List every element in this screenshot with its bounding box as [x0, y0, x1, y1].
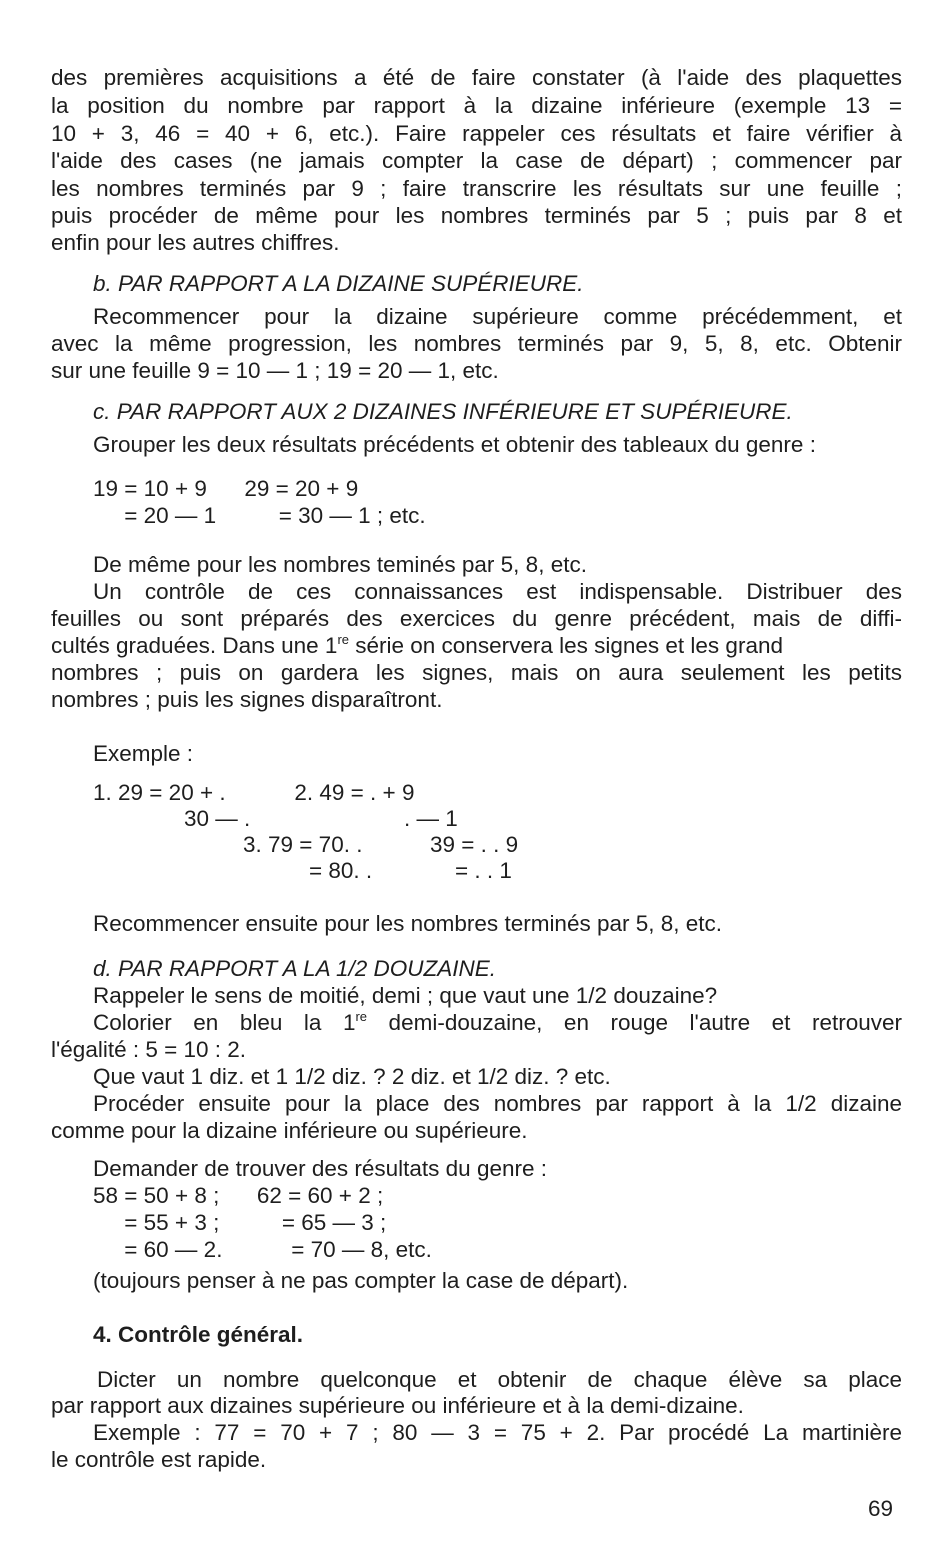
para-4-line-3: Exemple : 77 = 70 + 7 ; 80 — 3 = 75 + 2. Par procédé La martinière: [93, 1420, 902, 1445]
para-d-line-2: Colorier en bleu la 1re demi-douzaine, en rouge l'autre et retrouver: [93, 1009, 902, 1035]
para1-line-3: 10 + 3, 46 = 40 + 6, etc.). Faire rappeler ces résultats et faire vérifier à: [51, 121, 902, 146]
example-row-4a: = 80. .: [309, 858, 373, 883]
para-c2: De même pour les nombres teminés par 5, 8, etc.: [93, 552, 587, 577]
para1-line-1: des premières acquisitions a été de faire constater (à l'aide des plaquettes: [51, 65, 902, 90]
para-d-line-6: comme pour la dizaine inférieure ou supérieure.: [51, 1118, 528, 1143]
para-4-line-1: Dicter un nombre quelconque et obtenir de chaque élève sa place: [97, 1367, 902, 1392]
para-c3-line-4: nombres ; puis on gardera les signes, mais on aura seulement les petits: [51, 660, 902, 685]
para-d-note: (toujours penser à ne pas compter la case de départ).: [93, 1268, 629, 1293]
para-b-line-3: sur une feuille 9 = 10 — 1 ; 19 = 20 — 1, etc.: [51, 358, 499, 383]
example-label: Exemple :: [93, 741, 194, 766]
para-c3-line-2: feuilles ou sont préparés des exercices du genre précédent, mais de diffi-: [51, 606, 902, 631]
heading-4: 4. Contrôle général.: [93, 1322, 304, 1347]
para-after-example: Recommencer ensuite pour les nombres terminés par 5, 8, etc.: [93, 911, 723, 936]
table-d-row-3: = 60 — 2. = 70 — 8, etc.: [93, 1237, 432, 1262]
para-c3-line-5: nombres ; puis les signes disparaîtront.: [51, 687, 443, 712]
table-c-row-1: 19 = 10 + 9 29 = 20 + 9: [93, 476, 359, 501]
para-d-line-3: l'égalité : 5 = 10 : 2.: [51, 1037, 247, 1062]
para-d-line-1: Rappeler le sens de moitié, demi ; que vaut une 1/2 douzaine?: [93, 983, 718, 1008]
para-c3-line-1: Un contrôle de ces connaissances est indispensable. Distribuer des: [93, 579, 902, 604]
para-c: Grouper les deux résultats précédents et obtenir des tableaux du genre :: [93, 432, 816, 457]
para1-line-2: la position du nombre par rapport à la dizaine inférieure (exemple 13 =: [51, 93, 902, 118]
example-row-2a: 30 — .: [184, 806, 251, 831]
para-b-line-1: Recommencer pour la dizaine supérieure comme précédemment, et: [93, 304, 902, 329]
example-row-1: 1. 29 = 20 + . 2. 49 = . + 9: [93, 780, 415, 805]
para-c3-line-3: cultés graduées. Dans une 1re série on conservera les signes et les grand: [51, 632, 783, 658]
table-d-row-2: = 55 + 3 ; = 65 — 3 ;: [93, 1210, 387, 1235]
table-d-row-1: 58 = 50 + 8 ; 62 = 60 + 2 ;: [93, 1183, 384, 1208]
page-number: 69: [868, 1496, 894, 1521]
para-b-line-2: avec la même progression, les nombres terminés par 9, 5, 8, etc. Obtenir: [51, 331, 902, 356]
para1-line-7: enfin pour les autres chiffres.: [51, 230, 340, 255]
heading-c: c. PAR RAPPORT AUX 2 DIZAINES INFÉRIEURE ET SUPÉRIEURE.: [93, 399, 793, 424]
para1-line-6: puis procéder de même pour les nombres terminés par 5 ; puis par 8 et: [51, 203, 902, 228]
para-d-line-4: Que vaut 1 diz. et 1 1/2 diz. ? 2 diz. et 1/2 diz. ? etc.: [93, 1064, 611, 1089]
table-c-row-2: = 20 — 1 = 30 — 1 ; etc.: [93, 503, 426, 528]
heading-b: b. PAR RAPPORT A LA DIZAINE SUPÉRIEURE.: [93, 271, 584, 296]
para-4-line-2: par rapport aux dizaines supérieure ou inférieure et à la demi-dizaine.: [51, 1393, 744, 1418]
example-row-2b: . — 1: [404, 806, 458, 831]
example-row-3a: 3. 79 = 70. .: [243, 832, 363, 857]
example-row-4b: = . . 1: [455, 858, 512, 883]
para1-line-5: les nombres terminés par 9 ; faire transcrire les résultats sur une feuille ;: [51, 176, 902, 201]
heading-d: d. PAR RAPPORT A LA 1/2 DOUZAINE.: [93, 956, 497, 981]
example-row-3b: 39 = . . 9: [430, 832, 519, 857]
para-d-line-7: Demander de trouver des résultats du genre :: [93, 1156, 547, 1181]
para-4-line-4: le contrôle est rapide.: [51, 1447, 267, 1472]
para-d-line-5: Procéder ensuite pour la place des nombres par rapport à la 1/2 dizaine: [93, 1091, 902, 1116]
para1-line-4: l'aide des cases (ne jamais compter la case de départ) ; commencer par: [51, 148, 902, 173]
